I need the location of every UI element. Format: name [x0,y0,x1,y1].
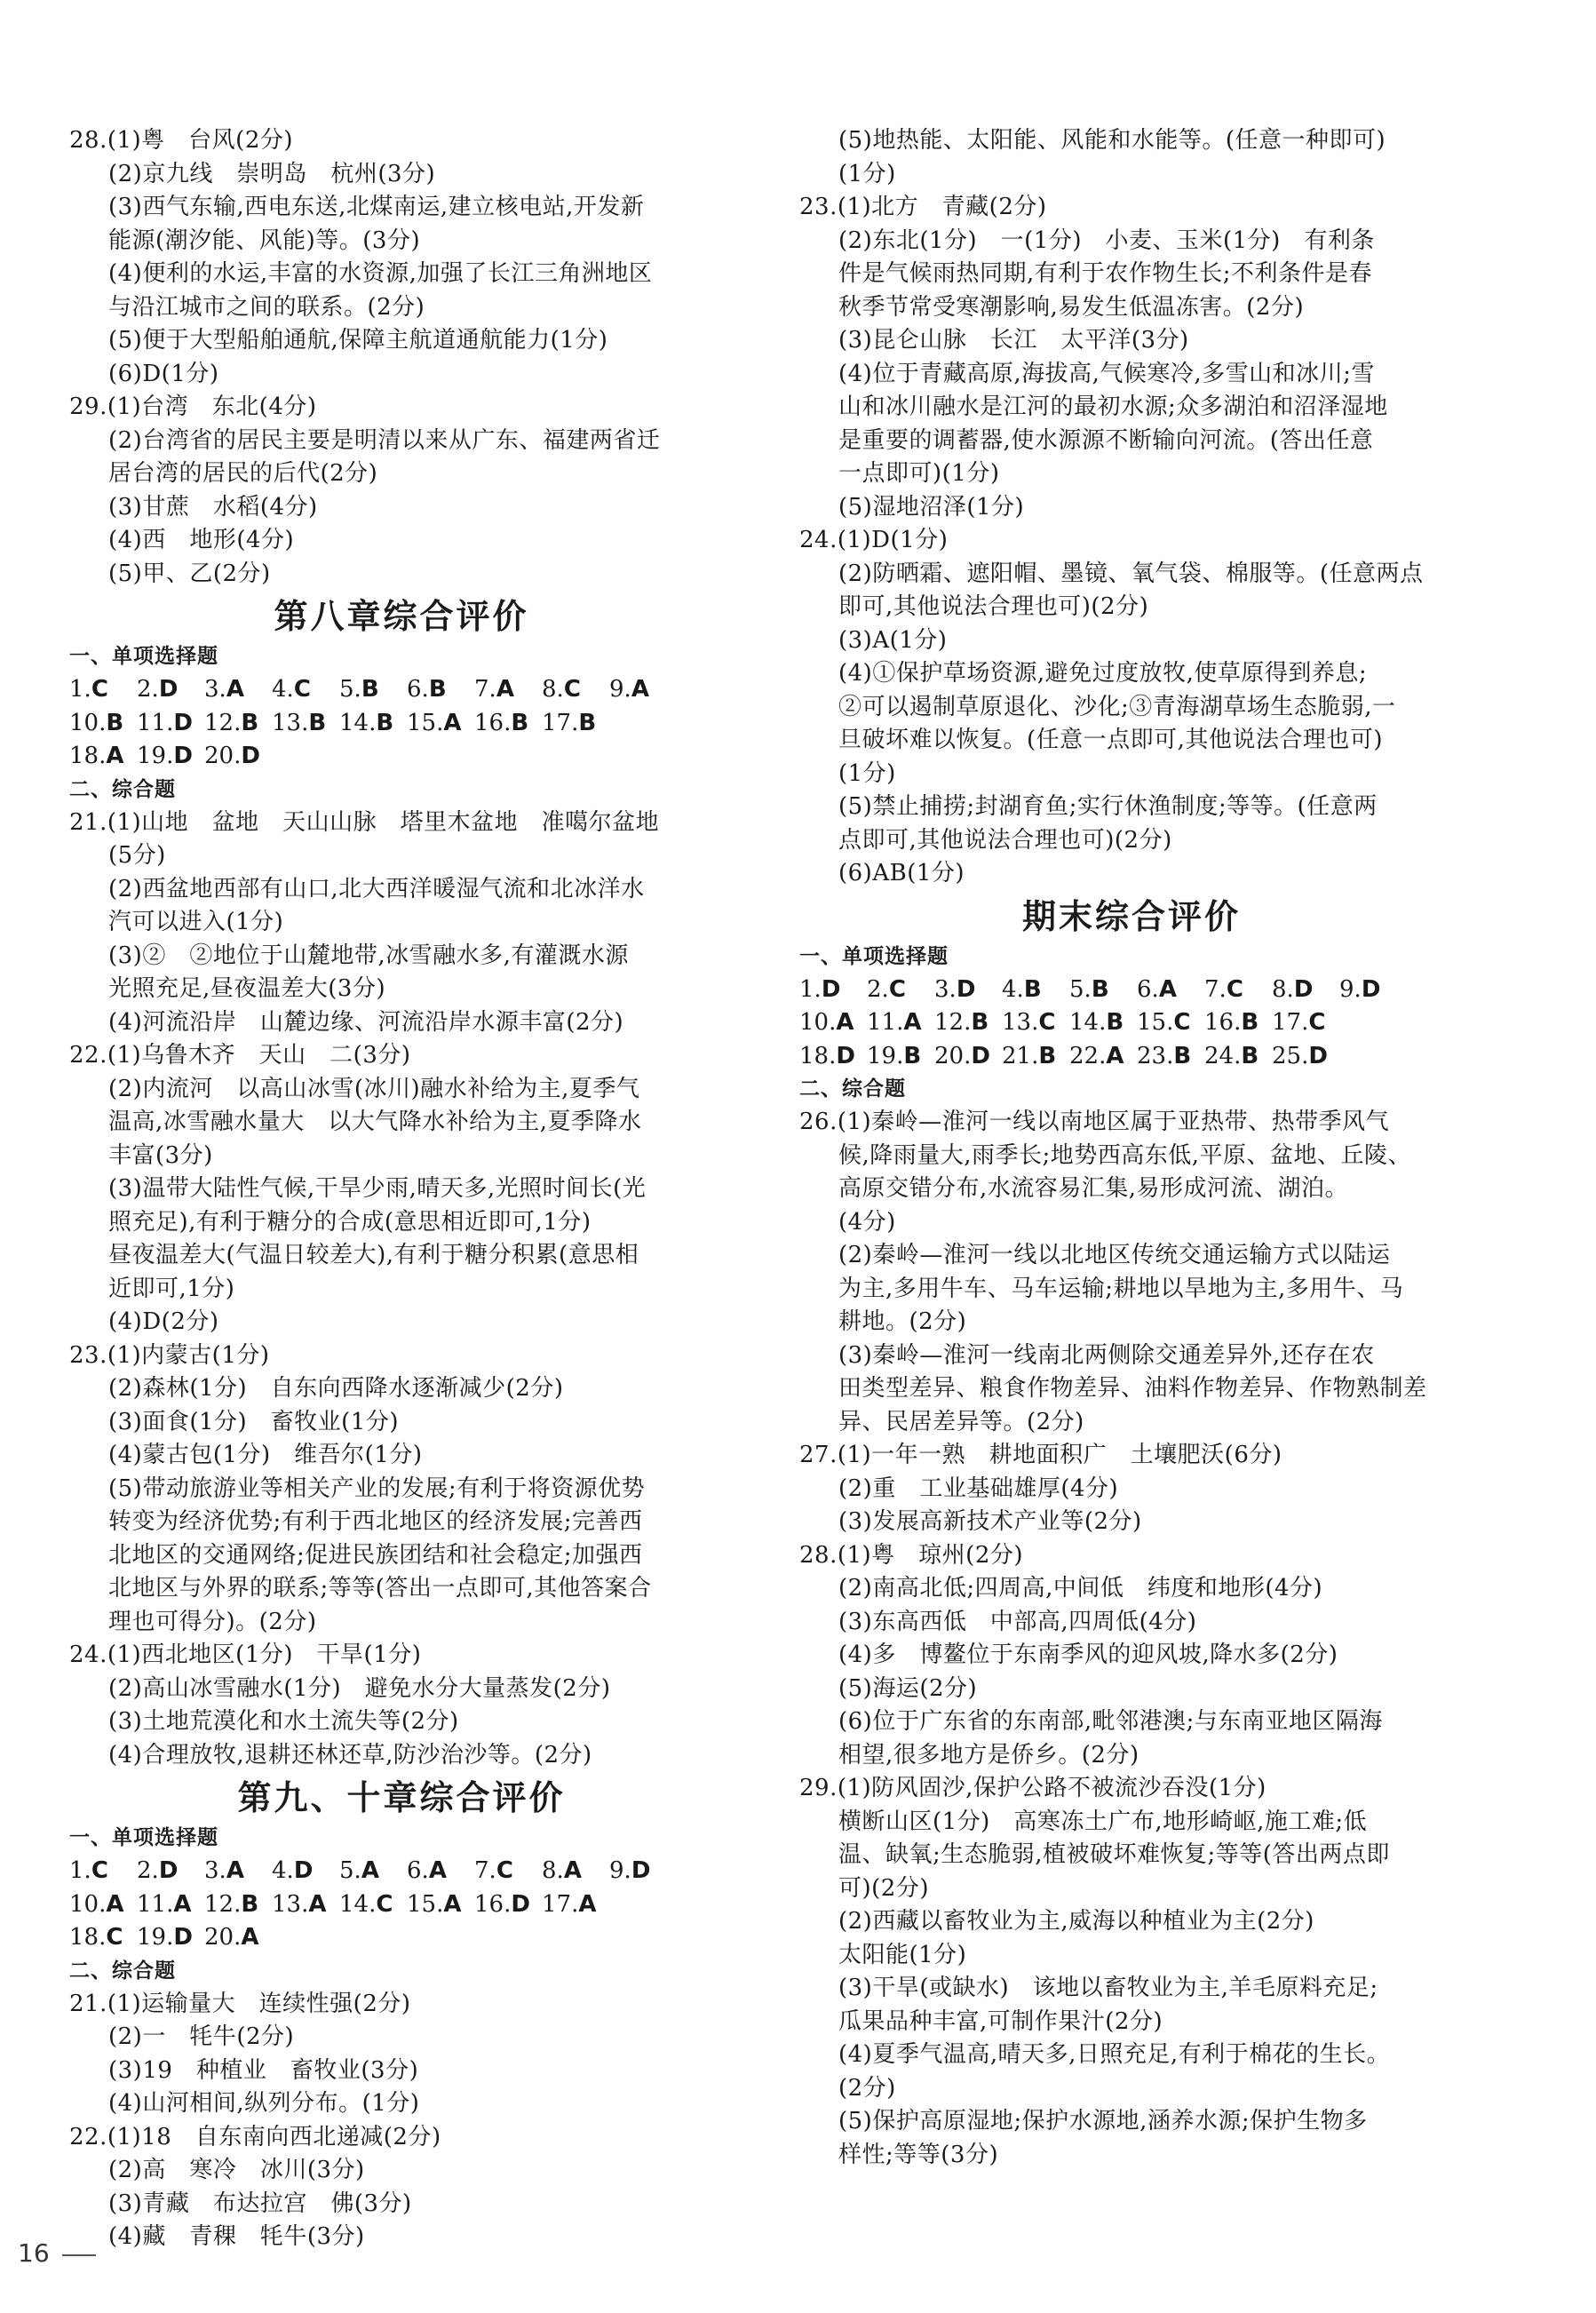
mc-answer: 9.A [609,676,649,703]
mc-answer: 11.A [867,1009,922,1036]
answer-line: 与沿江城市之间的联系。(2分) [108,293,425,321]
answer-line: 能源(潮汐能、风能)等。(3分) [108,227,421,254]
mc-answer: 16.D [474,1890,530,1918]
answer-line: 异、民居差异等。(2分) [838,1408,1084,1435]
answer-line: 高原交错分布,水流容易汇集,易形成河流、湖泊。 [838,1175,1349,1202]
mc-answer: 7.C [474,1857,513,1884]
ch910-mc-heading: 一、单项选择题 [69,1826,218,1849]
answer-line: (4)合理放牧,退耕还林还草,防沙治沙等。(2分) [108,1741,592,1769]
final-title: 期末综合评价 [1021,896,1241,936]
mc-answer: 4.B [1002,975,1042,1003]
mc-answer: 5.B [1069,975,1109,1003]
mc-answer-row [69,1888,734,1922]
answer-line: (2)东北(1分) 一(1分) 小麦、玉米(1分) 有利条 [838,227,1375,254]
answer-line: (4)①保护草场资源,避免过度放牧,使草原得到养息; [838,660,1368,687]
ch910-comp-heading: 二、综合题 [69,1959,176,1983]
mc-answer: 1.C [69,676,108,703]
answer-line: 点即可,其他说法合理也可)(2分) [838,826,1172,854]
answer-line: (4)藏 青稞 牦牛(3分) [108,2223,365,2250]
footer-rule [62,2254,96,2256]
answer-line: 28.(1)粤 台风(2分) [69,127,294,154]
mc-answer: 15.C [1137,1009,1191,1036]
answer-line: (2)西盆地西部有山口,北大西洋暖湿气流和北冰洋水 [108,875,645,902]
answer-line: (6)位于广东省的东南部,毗邻港澳;与东南亚地区隔海 [838,1708,1383,1735]
mc-answer: 19.D [137,743,193,769]
answer-line: (3)面食(1分) 畜牧业(1分) [108,1408,399,1435]
answer-line: 秋季节常受寒潮影响,易发生低温冻害。(2分) [838,293,1305,321]
answer-line: 23.(1)北方 青藏(2分) [799,194,1047,220]
answer-line: 瓜果品种丰富,可制作果汁(2分) [838,2007,1163,2035]
mc-answer: 3.A [204,676,244,703]
mc-answer: 18.D [799,1042,855,1069]
answer-line: (1分) [838,160,896,187]
mc-answer: 22.A [1069,1042,1124,1069]
mc-answer: 8.C [542,676,581,703]
answer-line: (2)重 工业基础雄厚(4分) [838,1474,1119,1502]
answer-line: 21.(1)运输量大 连续性强(2分) [69,1990,411,2017]
ch910-answers-continued [799,124,1464,891]
answer-line: (2)西藏以畜牧业为主,威海以种植业为主(2分) [838,1908,1314,1935]
mc-answer: 20.A [204,1924,259,1951]
mc-answer: 8.A [542,1857,582,1884]
answer-line: (4)多 博鳌位于东南季风的迎风坡,降水多(2分) [838,1641,1338,1668]
answer-line: 件是气候雨热同期,有利于农作物生长;不利条件是春 [838,260,1373,287]
answer-line: 26.(1)秦岭—淮河一线以南地区属于亚热带、热带季风气 [799,1109,1390,1135]
answer-line: 北地区的交通网络;促进民族团结和社会稳定;加强西 [108,1541,643,1569]
mc-answer: 9.D [609,1857,651,1884]
mc-answer: 17.A [542,1890,597,1918]
answer-line: (2)防晒霜、遮阳帽、墨镜、氧气袋、棉服等。(任意两点 [838,560,1424,587]
answer-line: (5分) [108,842,166,869]
answer-line: (4分) [838,1208,896,1236]
ch7-answers-continued [69,124,734,591]
answer-line: 23.(1)内蒙古(1分) [69,1341,270,1369]
final-comp-heading: 二、综合题 [799,1077,906,1101]
mc-answer: 16.B [474,709,529,736]
answer-line: 旦破坏难以恢复。(任意一点即可,其他说法合理也可) [838,727,1384,753]
answer-line: 21.(1)山地 盆地 天山山脉 塔里木盆地 准噶尔盆地 [69,808,660,836]
answer-line: (2)京九线 崇明岛 杭州(3分) [108,160,436,187]
mc-answer-row [69,707,734,741]
answer-line: (3)温带大陆性气候,干旱少雨,晴天多,光照时间长(光 [108,1175,647,1202]
answer-line: (5)海运(2分) [838,1674,978,1702]
mc-answer: 10.A [799,1009,854,1036]
answer-line: (4)便利的水运,丰富的水资源,加强了长江三角洲地区 [108,260,653,287]
answer-line: (1分) [838,759,896,787]
answer-line: (5)便于大型船舶通航,保障主航道通航能力(1分) [108,327,608,354]
answer-line: 可)(2分) [838,1874,929,1902]
mc-answer: 16.B [1204,1009,1259,1036]
answer-line: (2分) [838,2074,896,2102]
mc-answer-row [799,974,1464,1007]
answer-line: (4)位于青藏高原,海拔高,气候寒冷,多雪山和冰川;雪 [838,360,1375,387]
mc-answer: 12.B [934,1009,989,1036]
answer-line: 丰富(3分) [108,1141,213,1169]
final-mc-answers [799,974,1464,1074]
mc-answer: 24.B [1204,1042,1259,1069]
ch910-mc-answers [69,1855,734,1955]
answer-line: 田类型差异、粮食作物差异、油料作物差异、作物熟制差 [838,1375,1427,1402]
mc-answer: 12.B [204,1890,259,1918]
chapter8-title: 第八章综合评价 [274,597,529,636]
mc-answer-row [799,1040,1464,1074]
right-column [799,124,1464,2172]
answer-line: (5)带动旅游业等相关产业的发展;有利于将资源优势 [108,1474,646,1502]
mc-answer: 13.A [272,1890,327,1918]
mc-answer: 7.C [1204,975,1243,1003]
ch8-mc-heading: 一、单项选择题 [69,645,218,668]
mc-answer-row [69,673,734,707]
answer-line: (3)东高西低 中部高,四周低(4分) [838,1608,1197,1635]
answer-line: (4)西 地形(4分) [108,527,295,553]
mc-answer: 5.A [339,1857,379,1884]
answer-line: (2)南高北低;四周高,中间低 纬度和地形(4分) [838,1575,1323,1602]
mc-answer: 11.A [137,1890,192,1918]
mc-answer-row [69,1921,734,1955]
mc-answer: 20.D [204,743,260,769]
answer-line: (2)一 牦牛(2分) [108,2023,295,2050]
mc-answer: 21.B [1002,1042,1057,1069]
answer-line: (2)台湾省的居民主要是明清以来从广东、福建两省迁 [108,426,661,454]
mc-answer: 9.D [1339,975,1381,1003]
mc-answer-row [69,1855,734,1888]
mc-answer: 5.B [339,676,379,703]
mc-answer: 7.A [474,676,514,703]
mc-answer-row [69,740,734,774]
answer-line: 29.(1)台湾 东北(4分) [69,393,317,420]
answer-line: 耕地。(2分) [838,1308,967,1335]
answer-line: 29.(1)防风固沙,保护公路不被流沙吞没(1分) [799,1775,1266,1801]
final-comprehensive-answers [799,1106,1464,2172]
mc-answer: 12.B [204,709,259,736]
mc-answer: 6.B [407,676,447,703]
mc-answer: 14.B [339,709,394,736]
answer-line: (3)19 种植业 畜牧业(3分) [108,2056,419,2084]
page-number: 16 [18,2238,50,2268]
answer-line: 一点即可)(1分) [838,460,1000,487]
mc-answer: 3.A [204,1857,244,1884]
ch8-mc-answers [69,673,734,774]
mc-answer: 6.A [407,1857,447,1884]
mc-answer: 15.A [407,709,462,736]
answer-line: 候,降雨量大,雨季长;地势西高东低,平原、盆地、丘陵、 [838,1141,1412,1169]
answer-line: 横断山区(1分) 高寒冻土广布,地形崎岖,施工难;低 [838,1808,1368,1835]
answer-line: (4)夏季气温高,晴天多,日照充足,有利于棉花的生长。 [838,2041,1391,2068]
answer-line: (2)高 寒冷 冰川(3分) [108,2157,365,2183]
mc-answer: 17.B [542,709,597,736]
mc-answer: 10.B [69,709,124,736]
mc-answer: 6.A [1137,975,1177,1003]
mc-answer: 18.C [69,1924,123,1951]
answer-line: (2)秦岭—淮河一线以北地区传统交通运输方式以陆运 [838,1242,1391,1268]
answer-line: 理也可得分)。(2分) [108,1608,317,1635]
answer-line: (3)西气东输,西电东送,北煤南运,建立核电站,开发新 [108,194,645,220]
answer-line: 即可,其他说法合理也可)(2分) [838,593,1149,620]
mc-answer: 14.C [339,1890,393,1918]
answer-line: 近即可,1分) [108,1275,235,1302]
answer-line: (5)甲、乙(2分) [108,560,271,587]
answer-line: (3)青藏 布达拉宫 佛(3分) [108,2190,412,2217]
mc-answer: 19.B [867,1042,922,1069]
final-mc-heading: 一、单项选择题 [799,944,949,968]
mc-answer: 23.B [1137,1042,1192,1069]
answer-line: 光照充足,昼夜温差大(3分) [108,975,386,1002]
answer-line: (3)干旱(或缺水) 该地以畜牧业为主,羊毛原料充足; [838,1975,1378,2001]
answer-line: 昼夜温差大(气温日较差大),有利于糖分积累(意思相 [108,1242,639,1268]
mc-answer: 14.B [1069,1009,1124,1036]
answer-line: (2)森林(1分) 自东向西降水逐渐减少(2分) [108,1375,564,1402]
answer-line: (3)A(1分) [838,626,948,654]
mc-answer: 2.D [137,676,179,703]
answer-line: (4)D(2分) [108,1308,219,1335]
answer-line: 太阳能(1分) [838,1941,967,1968]
answer-line: 是重要的调蓄器,使水源源不断输向河流。(答出任意 [838,426,1374,454]
mc-answer: 13.B [272,709,327,736]
answer-line: (3)土地荒漠化和水土流失等(2分) [108,1708,459,1735]
ch910-comprehensive-answers [69,1988,734,2254]
answer-line: 24.(1)西北地区(1分) 干旱(1分) [69,1641,422,1668]
mc-answer: 13.C [1002,1009,1056,1036]
answer-line: (5)湿地沼泽(1分) [838,493,1025,521]
answer-line: 27.(1)一年一熟 耕地面积广 土壤肥沃(6分) [799,1442,1282,1468]
answer-line: 山和冰川融水是江河的最初水源;众多湖泊和沼泽湿地 [838,393,1388,420]
mc-answer: 2.D [137,1857,179,1884]
left-column [69,124,734,2254]
answer-line: 相望,很多地方是侨乡。(2分) [838,1741,1139,1769]
answer-line: 温高,冰雪融水量大 以大气降水补给为主,夏季降水 [108,1109,642,1135]
mc-answer: 11.D [137,709,193,736]
answer-line: (5)地热能、太阳能、风能和水能等。(任意一种即可) [838,127,1386,154]
ch8-comp-heading: 二、综合题 [69,777,176,801]
answer-line: 22.(1)乌鲁木齐 天山 二(3分) [69,1042,411,1069]
answer-line: 为主,多用牛车、马车运输;耕地以旱地为主,多用牛、马 [838,1275,1404,1302]
chapter910-title: 第九、十章综合评价 [237,1778,566,1817]
answer-line: 样性;等等(3分) [838,2141,999,2168]
mc-answer: 10.A [69,1890,124,1918]
answer-line: 温、缺氧;生态脆弱,植被破坏难恢复;等等(答出两点即 [838,1841,1390,1868]
mc-answer: 25.D [1272,1042,1328,1069]
mc-answer: 1.D [799,975,841,1003]
mc-answer: 4.D [272,1857,314,1884]
answer-line: (6)AB(1分) [838,860,965,886]
answer-line: (3)② ②地位于山麓地带,冰雪融水多,有灌溉水源 [108,942,629,969]
answer-line: 汽可以进入(1分) [108,909,284,935]
answer-line: (3)发展高新技术产业等(2分) [838,1508,1142,1535]
answer-line: 北地区与外界的联系;等等(答出一点即可,其他答案合 [108,1575,652,1602]
mc-answer: 17.C [1272,1009,1326,1036]
answer-line: 转变为经济优势;有利于西北地区的经济发展;完善西 [108,1508,643,1535]
mc-answer: 15.A [407,1890,462,1918]
answer-line: 照充足),有利于糖分的合成(意思相近即可,1分) [108,1208,592,1236]
mc-answer: 4.C [272,676,311,703]
answer-line: 居台湾的居民的后代(2分) [108,460,378,487]
answer-line: (2)高山冰雪融水(1分) 避免水分大量蒸发(2分) [108,1674,611,1702]
answer-line: (4)河流沿岸 山麓边缘、河流沿岸水源丰富(2分) [108,1008,624,1036]
ch8-comprehensive-answers [69,807,734,1773]
answer-line: (5)保护高原湿地;保护水源地,涵养水源;保护生物多 [838,2108,1368,2134]
mc-answer: 3.D [934,975,976,1003]
mc-answer: 19.D [137,1924,193,1951]
answer-line: 28.(1)粤 琼州(2分) [799,1541,1024,1569]
mc-answer: 1.C [69,1857,108,1884]
answer-line: (2)内流河 以高山冰雪(冰川)融水补给为主,夏季气 [108,1075,640,1102]
answer-line: (6)D(1分) [108,360,219,387]
answer-line: 24.(1)D(1分) [799,527,949,553]
answer-line: 22.(1)18 自东南向西北递减(2分) [69,2123,441,2150]
mc-answer-row [799,1006,1464,1040]
mc-answer: 18.A [69,743,124,769]
answer-line: (3)甘蔗 水稻(4分) [108,493,318,521]
mc-answer: 20.D [934,1042,990,1069]
mc-answer: 8.D [1272,975,1314,1003]
answer-line: (3)昆仑山脉 长江 太平洋(3分) [838,327,1189,354]
answer-line: (4)山河相间,纵列分布。(1分) [108,2090,420,2117]
answer-line: (4)蒙古包(1分) 维吾尔(1分) [108,1442,423,1468]
answer-line: (5)禁止捕捞;封湖育鱼;实行休渔制度;等等。(任意两 [838,793,1378,820]
mc-answer: 2.C [867,975,906,1003]
answer-line: ②可以遏制草原退化、沙化;③青海湖草场生态脆弱,一 [838,693,1396,720]
answer-line: (3)秦岭—淮河一线南北两侧除交通差异外,还存在农 [838,1341,1375,1369]
